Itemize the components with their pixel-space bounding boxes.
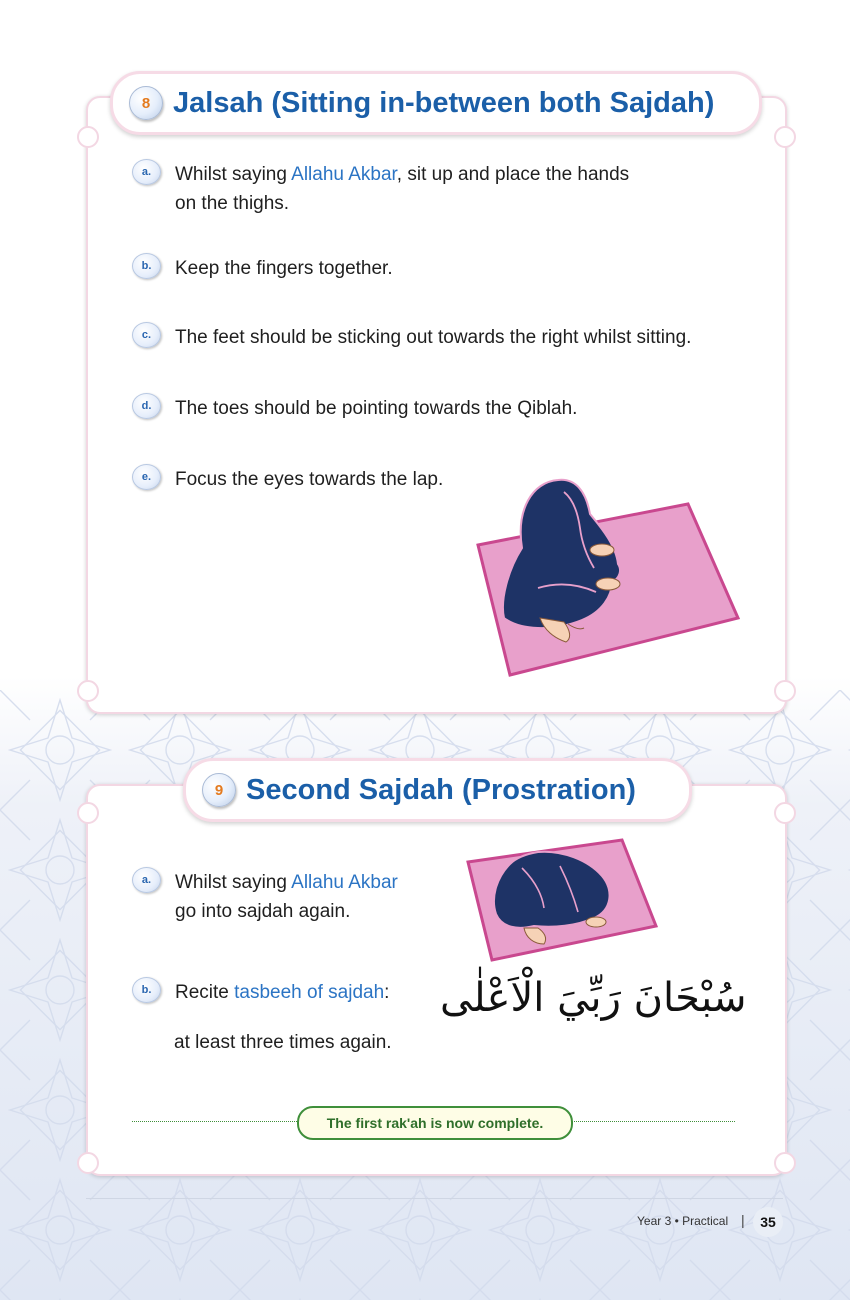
section-number-badge: 9 — [202, 773, 236, 807]
card-notch — [77, 126, 99, 148]
item-marker: e. — [132, 464, 161, 490]
item-text: : — [384, 982, 390, 1003]
card-notch — [774, 802, 796, 824]
item-marker: d. — [132, 393, 161, 419]
jalsah-illustration — [470, 470, 745, 680]
footer-separator: | — [741, 1212, 745, 1228]
list-item — [132, 868, 398, 926]
list-item — [132, 254, 393, 283]
page-number: 35 — [753, 1207, 783, 1237]
item-marker: b. — [132, 253, 161, 279]
completion-banner: The first rak'ah is now complete. — [297, 1106, 573, 1140]
sajdah-illustration — [464, 836, 660, 964]
card-notch — [774, 126, 796, 148]
card-notch — [774, 1152, 796, 1174]
section-title: Second Sajdah (Prostration) — [246, 773, 636, 806]
list-item — [132, 465, 443, 494]
item-text: , sit up and place the hands — [396, 164, 630, 185]
item-text: Whilst saying — [175, 872, 292, 893]
divider — [569, 1121, 735, 1122]
card-notch — [77, 1152, 99, 1174]
list-item — [132, 323, 691, 352]
card-notch — [77, 680, 99, 702]
item-text: The toes should be pointing towards the Qiblah. — [175, 398, 578, 419]
item-marker: a. — [132, 867, 161, 893]
footer-label: Year 3 • Practical — [637, 1214, 729, 1228]
highlight-text: Allahu Akbar — [291, 164, 397, 185]
section-number-badge: 8 — [129, 86, 163, 120]
item-marker: c. — [132, 322, 161, 348]
item-marker: a. — [132, 159, 161, 185]
list-item — [132, 160, 629, 218]
item-text: on the thighs. — [175, 193, 290, 214]
second-sajdah-heading — [183, 758, 692, 822]
item-text: go into sajdah again. — [175, 901, 351, 922]
section-title: Jalsah (Sitting in-between both Sajdah) — [173, 86, 715, 119]
footer-rule — [86, 1198, 783, 1199]
item-text: Whilst saying — [175, 164, 292, 185]
divider — [132, 1121, 297, 1122]
jalsah-heading — [110, 71, 762, 135]
item-marker: b. — [132, 977, 161, 1003]
repeat-instruction: at least three times again. — [174, 1032, 392, 1053]
item-text: Keep the fingers together. — [175, 258, 393, 279]
list-item — [132, 394, 577, 423]
arabic-tasbeeh: سُبْحَانَ رَبِّيَ الْاَعْلٰى — [440, 975, 747, 1021]
highlight-text: Allahu Akbar — [291, 872, 398, 893]
card-notch — [774, 680, 796, 702]
item-text: Recite — [175, 982, 235, 1003]
highlight-text: tasbeeh of sajdah — [234, 982, 385, 1003]
item-text: Focus the eyes towards the lap. — [175, 469, 444, 490]
list-item — [132, 978, 389, 1007]
item-text: The feet should be sticking out towards the right whilst sitting. — [175, 327, 692, 348]
card-notch — [77, 802, 99, 824]
